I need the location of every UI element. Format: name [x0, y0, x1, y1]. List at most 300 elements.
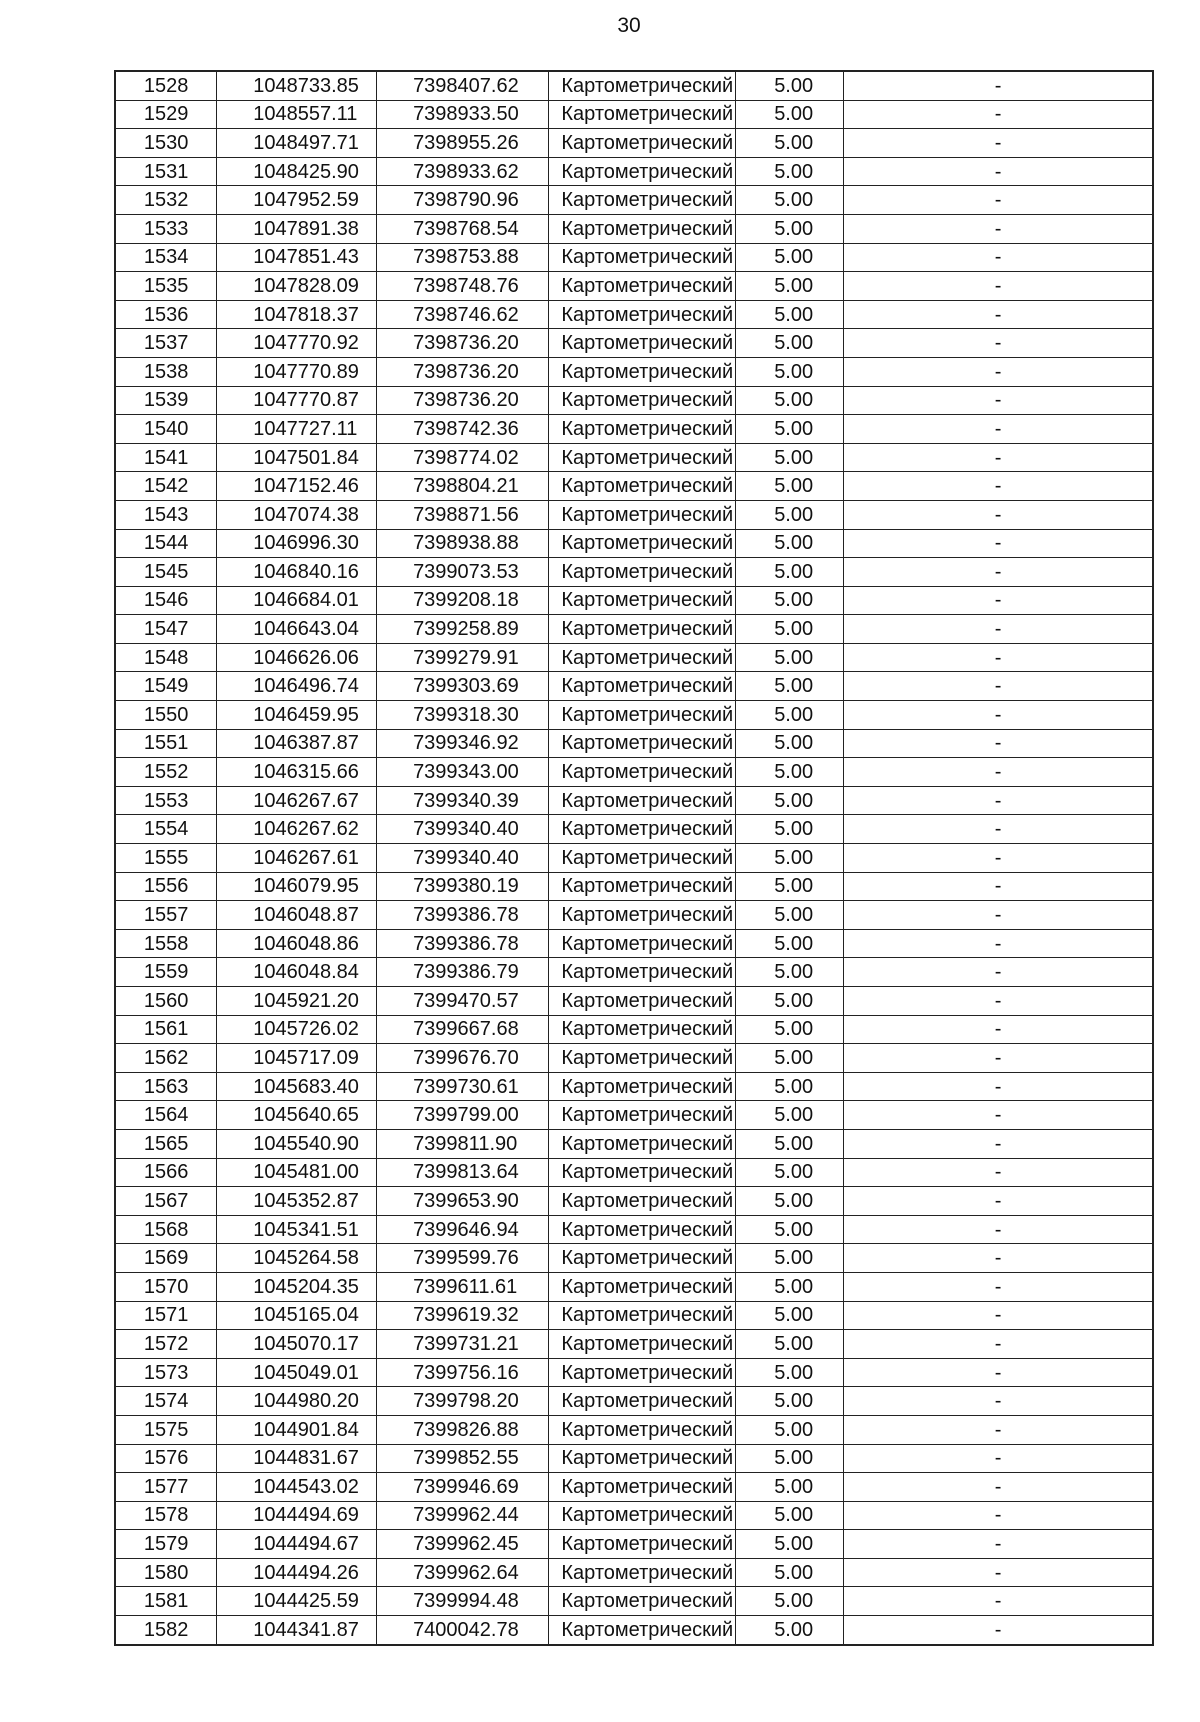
x-coordinate-cell: 1047501.84	[217, 443, 377, 472]
table-row	[115, 1444, 1153, 1473]
description-cell: -	[844, 386, 1153, 415]
y-coordinate-cell: 7398774.02	[377, 443, 549, 472]
description-cell: -	[844, 615, 1153, 644]
x-coordinate-cell: 1046459.95	[217, 701, 377, 730]
point-number-cell: 1566	[115, 1158, 217, 1187]
point-number-cell: 1535	[115, 272, 217, 301]
x-coordinate-cell: 1045352.87	[217, 1187, 377, 1216]
point-number-cell: 1561	[115, 1015, 217, 1044]
x-coordinate-cell: 1047818.37	[217, 300, 377, 329]
y-coordinate-cell: 7398933.62	[377, 157, 549, 186]
accuracy-cell: 5.00	[736, 1129, 844, 1158]
y-coordinate-cell: 7399994.48	[377, 1587, 549, 1616]
y-coordinate-cell: 7398790.96	[377, 186, 549, 215]
x-coordinate-cell: 1046496.74	[217, 672, 377, 701]
x-coordinate-cell: 1045204.35	[217, 1272, 377, 1301]
y-coordinate-cell: 7399470.57	[377, 987, 549, 1016]
y-coordinate-cell: 7398736.20	[377, 386, 549, 415]
accuracy-cell: 5.00	[736, 443, 844, 472]
point-number-cell: 1552	[115, 758, 217, 787]
y-coordinate-cell: 7399380.19	[377, 872, 549, 901]
point-number-cell: 1573	[115, 1358, 217, 1387]
point-number-cell: 1532	[115, 186, 217, 215]
point-number-cell: 1534	[115, 243, 217, 272]
x-coordinate-cell: 1046996.30	[217, 529, 377, 558]
description-cell: -	[844, 901, 1153, 930]
method-cell: Картометрический	[549, 243, 736, 272]
x-coordinate-cell: 1044341.87	[217, 1616, 377, 1645]
method-cell: Картометрический	[549, 1444, 736, 1473]
method-cell: Картометрический	[549, 1015, 736, 1044]
accuracy-cell: 5.00	[736, 1215, 844, 1244]
accuracy-cell: 5.00	[736, 844, 844, 873]
point-number-cell: 1559	[115, 958, 217, 987]
table-row	[115, 386, 1153, 415]
description-cell: -	[844, 1616, 1153, 1645]
accuracy-cell: 5.00	[736, 186, 844, 215]
x-coordinate-cell: 1046048.84	[217, 958, 377, 987]
accuracy-cell: 5.00	[736, 300, 844, 329]
table-row	[115, 758, 1153, 787]
point-number-cell: 1574	[115, 1387, 217, 1416]
point-number-cell: 1546	[115, 586, 217, 615]
table-row	[115, 214, 1153, 243]
y-coordinate-cell: 7398768.54	[377, 214, 549, 243]
method-cell: Картометрический	[549, 729, 736, 758]
x-coordinate-cell: 1045921.20	[217, 987, 377, 1016]
method-cell: Картометрический	[549, 786, 736, 815]
table-row	[115, 1330, 1153, 1359]
y-coordinate-cell: 7399826.88	[377, 1415, 549, 1444]
point-number-cell: 1540	[115, 415, 217, 444]
table-row	[115, 1473, 1153, 1502]
method-cell: Картометрический	[549, 1358, 736, 1387]
x-coordinate-cell: 1045717.09	[217, 1044, 377, 1073]
description-cell: -	[844, 1158, 1153, 1187]
x-coordinate-cell: 1046079.95	[217, 872, 377, 901]
description-cell: -	[844, 1244, 1153, 1273]
point-number-cell: 1539	[115, 386, 217, 415]
accuracy-cell: 5.00	[736, 71, 844, 100]
accuracy-cell: 5.00	[736, 1587, 844, 1616]
x-coordinate-cell: 1048497.71	[217, 129, 377, 158]
method-cell: Картометрический	[549, 214, 736, 243]
y-coordinate-cell: 7399599.76	[377, 1244, 549, 1273]
table-row	[115, 786, 1153, 815]
accuracy-cell: 5.00	[736, 415, 844, 444]
y-coordinate-cell: 7399731.21	[377, 1330, 549, 1359]
accuracy-cell: 5.00	[736, 1358, 844, 1387]
method-cell: Картометрический	[549, 272, 736, 301]
accuracy-cell: 5.00	[736, 1187, 844, 1216]
table-row	[115, 1272, 1153, 1301]
table-row	[115, 1158, 1153, 1187]
table-row	[115, 1358, 1153, 1387]
description-cell: -	[844, 1272, 1153, 1301]
point-number-cell: 1549	[115, 672, 217, 701]
table-row	[115, 1101, 1153, 1130]
point-number-cell: 1543	[115, 500, 217, 529]
y-coordinate-cell: 7399386.79	[377, 958, 549, 987]
table-row	[115, 1587, 1153, 1616]
y-coordinate-cell: 7399730.61	[377, 1072, 549, 1101]
method-cell: Картометрический	[549, 1616, 736, 1645]
method-cell: Картометрический	[549, 1587, 736, 1616]
accuracy-cell: 5.00	[736, 100, 844, 129]
accuracy-cell: 5.00	[736, 500, 844, 529]
x-coordinate-cell: 1047851.43	[217, 243, 377, 272]
description-cell: -	[844, 1101, 1153, 1130]
description-cell: -	[844, 214, 1153, 243]
method-cell: Картометрический	[549, 529, 736, 558]
point-number-cell: 1568	[115, 1215, 217, 1244]
method-cell: Картометрический	[549, 615, 736, 644]
y-coordinate-cell: 7399340.39	[377, 786, 549, 815]
accuracy-cell: 5.00	[736, 214, 844, 243]
description-cell: -	[844, 929, 1153, 958]
description-cell: -	[844, 1330, 1153, 1359]
table-row	[115, 643, 1153, 672]
table-row	[115, 443, 1153, 472]
y-coordinate-cell: 7398871.56	[377, 500, 549, 529]
method-cell: Картометрический	[549, 1272, 736, 1301]
page-number: 30	[617, 14, 641, 37]
point-number-cell: 1558	[115, 929, 217, 958]
table-row	[115, 672, 1153, 701]
method-cell: Картометрический	[549, 1301, 736, 1330]
accuracy-cell: 5.00	[736, 643, 844, 672]
x-coordinate-cell: 1045070.17	[217, 1330, 377, 1359]
point-number-cell: 1550	[115, 701, 217, 730]
method-cell: Картометрический	[549, 558, 736, 587]
y-coordinate-cell: 7399386.78	[377, 901, 549, 930]
point-number-cell: 1575	[115, 1415, 217, 1444]
y-coordinate-cell: 7399667.68	[377, 1015, 549, 1044]
description-cell: -	[844, 529, 1153, 558]
accuracy-cell: 5.00	[736, 472, 844, 501]
point-number-cell: 1531	[115, 157, 217, 186]
description-cell: -	[844, 987, 1153, 1016]
method-cell: Картометрический	[549, 958, 736, 987]
y-coordinate-cell: 7399646.94	[377, 1215, 549, 1244]
table-row	[115, 157, 1153, 186]
x-coordinate-cell: 1045049.01	[217, 1358, 377, 1387]
method-cell: Картометрический	[549, 386, 736, 415]
description-cell: -	[844, 643, 1153, 672]
y-coordinate-cell: 7399611.61	[377, 1272, 549, 1301]
description-cell: -	[844, 701, 1153, 730]
y-coordinate-cell: 7399962.64	[377, 1558, 549, 1587]
method-cell: Картометрический	[549, 443, 736, 472]
y-coordinate-cell: 7399340.40	[377, 815, 549, 844]
point-number-cell: 1569	[115, 1244, 217, 1273]
method-cell: Картометрический	[549, 1558, 736, 1587]
x-coordinate-cell: 1047074.38	[217, 500, 377, 529]
method-cell: Картометрический	[549, 1215, 736, 1244]
point-number-cell: 1563	[115, 1072, 217, 1101]
accuracy-cell: 5.00	[736, 901, 844, 930]
x-coordinate-cell: 1046626.06	[217, 643, 377, 672]
method-cell: Картометрический	[549, 872, 736, 901]
description-cell: -	[844, 71, 1153, 100]
point-number-cell: 1578	[115, 1501, 217, 1530]
y-coordinate-cell: 7398746.62	[377, 300, 549, 329]
point-number-cell: 1545	[115, 558, 217, 587]
point-number-cell: 1533	[115, 214, 217, 243]
point-number-cell: 1579	[115, 1530, 217, 1559]
description-cell: -	[844, 1387, 1153, 1416]
table-row	[115, 129, 1153, 158]
description-cell: -	[844, 1501, 1153, 1530]
method-cell: Картометрический	[549, 672, 736, 701]
x-coordinate-cell: 1046267.61	[217, 844, 377, 873]
table-row	[115, 1015, 1153, 1044]
accuracy-cell: 5.00	[736, 1530, 844, 1559]
table-row	[115, 586, 1153, 615]
table-row	[115, 729, 1153, 758]
table-row	[115, 615, 1153, 644]
y-coordinate-cell: 7399962.44	[377, 1501, 549, 1530]
accuracy-cell: 5.00	[736, 1616, 844, 1645]
description-cell: -	[844, 272, 1153, 301]
x-coordinate-cell: 1046048.86	[217, 929, 377, 958]
x-coordinate-cell: 1046315.66	[217, 758, 377, 787]
table-row	[115, 500, 1153, 529]
description-cell: -	[844, 872, 1153, 901]
accuracy-cell: 5.00	[736, 1158, 844, 1187]
method-cell: Картометрический	[549, 357, 736, 386]
accuracy-cell: 5.00	[736, 1415, 844, 1444]
method-cell: Картометрический	[549, 1244, 736, 1273]
accuracy-cell: 5.00	[736, 1558, 844, 1587]
x-coordinate-cell: 1046684.01	[217, 586, 377, 615]
y-coordinate-cell: 7399386.78	[377, 929, 549, 958]
description-cell: -	[844, 186, 1153, 215]
method-cell: Картометрический	[549, 1330, 736, 1359]
method-cell: Картометрический	[549, 472, 736, 501]
point-number-cell: 1544	[115, 529, 217, 558]
method-cell: Картометрический	[549, 1129, 736, 1158]
description-cell: -	[844, 472, 1153, 501]
method-cell: Картометрический	[549, 1101, 736, 1130]
method-cell: Картометрический	[549, 129, 736, 158]
description-cell: -	[844, 415, 1153, 444]
accuracy-cell: 5.00	[736, 1101, 844, 1130]
method-cell: Картометрический	[549, 100, 736, 129]
accuracy-cell: 5.00	[736, 1330, 844, 1359]
point-number-cell: 1571	[115, 1301, 217, 1330]
point-number-cell: 1555	[115, 844, 217, 873]
x-coordinate-cell: 1045640.65	[217, 1101, 377, 1130]
method-cell: Картометрический	[549, 329, 736, 358]
y-coordinate-cell: 7399653.90	[377, 1187, 549, 1216]
x-coordinate-cell: 1045540.90	[217, 1129, 377, 1158]
y-coordinate-cell: 7398955.26	[377, 129, 549, 158]
description-cell: -	[844, 443, 1153, 472]
accuracy-cell: 5.00	[736, 929, 844, 958]
y-coordinate-cell: 7398933.50	[377, 100, 549, 129]
point-number-cell: 1570	[115, 1272, 217, 1301]
method-cell: Картометрический	[549, 929, 736, 958]
accuracy-cell: 5.00	[736, 1501, 844, 1530]
y-coordinate-cell: 7399811.90	[377, 1129, 549, 1158]
accuracy-cell: 5.00	[736, 157, 844, 186]
accuracy-cell: 5.00	[736, 558, 844, 587]
table-row	[115, 186, 1153, 215]
table-row	[115, 1387, 1153, 1416]
accuracy-cell: 5.00	[736, 701, 844, 730]
point-number-cell: 1542	[115, 472, 217, 501]
accuracy-cell: 5.00	[736, 1301, 844, 1330]
x-coordinate-cell: 1044901.84	[217, 1415, 377, 1444]
accuracy-cell: 5.00	[736, 729, 844, 758]
y-coordinate-cell: 7399676.70	[377, 1044, 549, 1073]
description-cell: -	[844, 786, 1153, 815]
description-cell: -	[844, 100, 1153, 129]
y-coordinate-cell: 7398736.20	[377, 329, 549, 358]
y-coordinate-cell: 7399073.53	[377, 558, 549, 587]
x-coordinate-cell: 1046267.62	[217, 815, 377, 844]
point-number-cell: 1547	[115, 615, 217, 644]
y-coordinate-cell: 7399962.45	[377, 1530, 549, 1559]
method-cell: Картометрический	[549, 157, 736, 186]
accuracy-cell: 5.00	[736, 1387, 844, 1416]
y-coordinate-cell: 7399756.16	[377, 1358, 549, 1387]
accuracy-cell: 5.00	[736, 958, 844, 987]
point-number-cell: 1576	[115, 1444, 217, 1473]
description-cell: -	[844, 1415, 1153, 1444]
table-row	[115, 958, 1153, 987]
description-cell: -	[844, 1129, 1153, 1158]
accuracy-cell: 5.00	[736, 815, 844, 844]
y-coordinate-cell: 7398407.62	[377, 71, 549, 100]
x-coordinate-cell: 1047828.09	[217, 272, 377, 301]
method-cell: Картометрический	[549, 1415, 736, 1444]
accuracy-cell: 5.00	[736, 786, 844, 815]
y-coordinate-cell: 7398742.36	[377, 415, 549, 444]
accuracy-cell: 5.00	[736, 758, 844, 787]
y-coordinate-cell: 7399208.18	[377, 586, 549, 615]
accuracy-cell: 5.00	[736, 1072, 844, 1101]
method-cell: Картометрический	[549, 1387, 736, 1416]
y-coordinate-cell: 7399340.40	[377, 844, 549, 873]
table-row	[115, 529, 1153, 558]
description-cell: -	[844, 958, 1153, 987]
accuracy-cell: 5.00	[736, 586, 844, 615]
point-number-cell: 1581	[115, 1587, 217, 1616]
x-coordinate-cell: 1046048.87	[217, 901, 377, 930]
y-coordinate-cell: 7399303.69	[377, 672, 549, 701]
method-cell: Картометрический	[549, 500, 736, 529]
description-cell: -	[844, 1473, 1153, 1502]
table-row	[115, 357, 1153, 386]
method-cell: Картометрический	[549, 758, 736, 787]
description-cell: -	[844, 672, 1153, 701]
y-coordinate-cell: 7399799.00	[377, 1101, 549, 1130]
y-coordinate-cell: 7398736.20	[377, 357, 549, 386]
point-number-cell: 1565	[115, 1129, 217, 1158]
table-row	[115, 1501, 1153, 1530]
x-coordinate-cell: 1044543.02	[217, 1473, 377, 1502]
description-cell: -	[844, 815, 1153, 844]
accuracy-cell: 5.00	[736, 1444, 844, 1473]
accuracy-cell: 5.00	[736, 987, 844, 1016]
accuracy-cell: 5.00	[736, 1044, 844, 1073]
table-row	[115, 1415, 1153, 1444]
description-cell: -	[844, 586, 1153, 615]
x-coordinate-cell: 1044831.67	[217, 1444, 377, 1473]
accuracy-cell: 5.00	[736, 615, 844, 644]
method-cell: Картометрический	[549, 815, 736, 844]
x-coordinate-cell: 1047770.89	[217, 357, 377, 386]
point-number-cell: 1548	[115, 643, 217, 672]
table-row	[115, 901, 1153, 930]
x-coordinate-cell: 1045481.00	[217, 1158, 377, 1187]
x-coordinate-cell: 1045341.51	[217, 1215, 377, 1244]
description-cell: -	[844, 243, 1153, 272]
table-row	[115, 1244, 1153, 1273]
accuracy-cell: 5.00	[736, 872, 844, 901]
x-coordinate-cell: 1044425.59	[217, 1587, 377, 1616]
y-coordinate-cell: 7399852.55	[377, 1444, 549, 1473]
x-coordinate-cell: 1047891.38	[217, 214, 377, 243]
description-cell: -	[844, 129, 1153, 158]
table-row	[115, 929, 1153, 958]
x-coordinate-cell: 1045165.04	[217, 1301, 377, 1330]
x-coordinate-cell: 1044980.20	[217, 1387, 377, 1416]
method-cell: Картометрический	[549, 987, 736, 1016]
point-number-cell: 1537	[115, 329, 217, 358]
x-coordinate-cell: 1047770.87	[217, 386, 377, 415]
point-number-cell: 1551	[115, 729, 217, 758]
x-coordinate-cell: 1047952.59	[217, 186, 377, 215]
table-row	[115, 1044, 1153, 1073]
y-coordinate-cell: 7398748.76	[377, 272, 549, 301]
accuracy-cell: 5.00	[736, 1272, 844, 1301]
y-coordinate-cell: 7399346.92	[377, 729, 549, 758]
point-number-cell: 1564	[115, 1101, 217, 1130]
description-cell: -	[844, 329, 1153, 358]
table-row	[115, 872, 1153, 901]
method-cell: Картометрический	[549, 586, 736, 615]
method-cell: Картометрический	[549, 643, 736, 672]
method-cell: Картометрический	[549, 1158, 736, 1187]
x-coordinate-cell: 1046267.67	[217, 786, 377, 815]
x-coordinate-cell: 1048733.85	[217, 71, 377, 100]
accuracy-cell: 5.00	[736, 129, 844, 158]
y-coordinate-cell: 7399946.69	[377, 1473, 549, 1502]
accuracy-cell: 5.00	[736, 529, 844, 558]
table-row	[115, 1301, 1153, 1330]
method-cell: Картометрический	[549, 1473, 736, 1502]
table-row	[115, 100, 1153, 129]
point-number-cell: 1538	[115, 357, 217, 386]
point-number-cell: 1554	[115, 815, 217, 844]
x-coordinate-cell: 1048425.90	[217, 157, 377, 186]
description-cell: -	[844, 357, 1153, 386]
method-cell: Картометрический	[549, 701, 736, 730]
accuracy-cell: 5.00	[736, 243, 844, 272]
accuracy-cell: 5.00	[736, 357, 844, 386]
table-row	[115, 558, 1153, 587]
description-cell: -	[844, 1044, 1153, 1073]
description-cell: -	[844, 844, 1153, 873]
description-cell: -	[844, 1587, 1153, 1616]
method-cell: Картометрический	[549, 300, 736, 329]
description-cell: -	[844, 558, 1153, 587]
table-row	[115, 415, 1153, 444]
y-coordinate-cell: 7399343.00	[377, 758, 549, 787]
